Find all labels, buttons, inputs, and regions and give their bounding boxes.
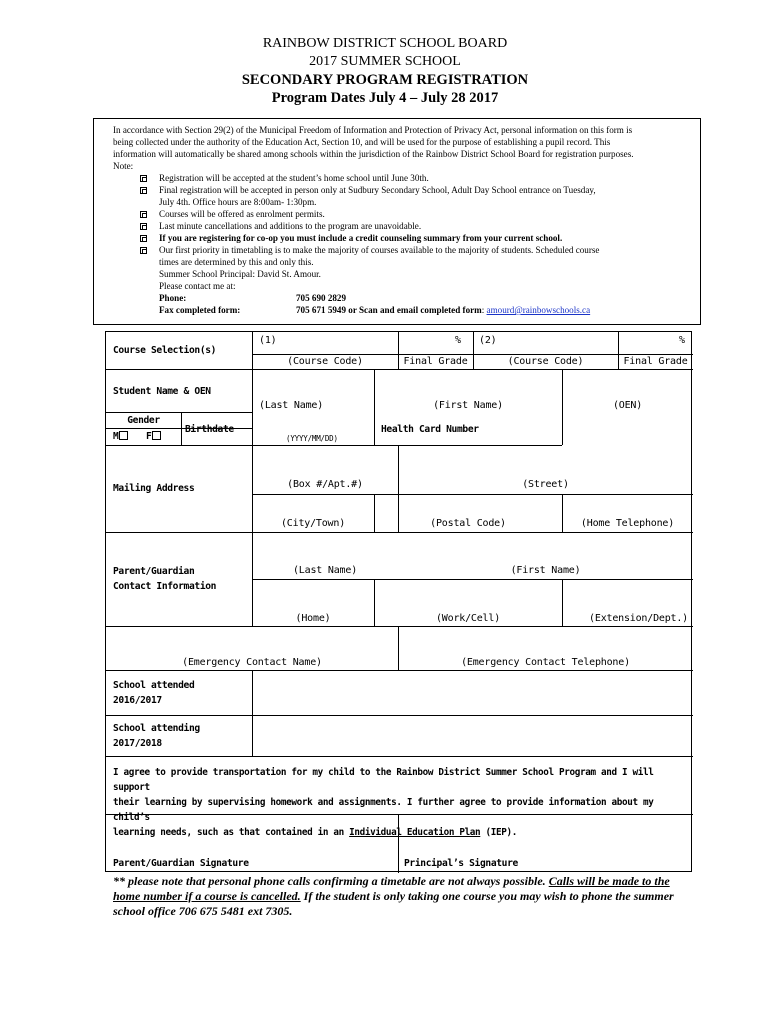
female-checkbox-icon[interactable] [152, 431, 161, 440]
home-telephone-label: (Home Telephone) [580, 518, 675, 529]
course-2-label: (2) [479, 335, 497, 346]
notice-bullet: Final registration will be accepted in person only at Sudbury Secondary School, Adult Day School entrance on Tuesday, [159, 185, 596, 195]
male-checkbox-icon[interactable] [119, 431, 128, 440]
final-grade-label: Final Grade [403, 356, 468, 367]
principal-name: Summer School Principal: David St. Amour. [159, 269, 321, 279]
student-name-label: Student Name & OEN [113, 386, 211, 397]
fax-line: 705 671 5949 or Scan and email completed form: amourd@rainbowschools.ca [296, 305, 591, 315]
notice-bullet: Registration will be accepted at the student’s home school until June 30th. [159, 173, 429, 183]
school-attending-year: 2017/2018 [113, 738, 162, 749]
emergency-phone-label: (Emergency Contact Telephone) [461, 657, 630, 668]
bullet-box-icon [140, 211, 147, 218]
final-grade-label: Final Grade [623, 356, 688, 367]
oen-label: (OEN) [612, 400, 643, 411]
bullet-box-icon [140, 187, 147, 194]
agreement-line: their learning by supervising homework and assignments. I further agree to provide information about my child’s [113, 797, 654, 823]
contact-line: Please contact me at: [159, 281, 236, 291]
board-name: RAINBOW DISTRICT SCHOOL BOARD [262, 36, 508, 51]
home-phone-label: (Home) [295, 613, 331, 624]
course-code-label: (Course Code) [287, 356, 363, 367]
program-dates: Program Dates July 4 – July 28 2017 [271, 90, 499, 106]
notice-bullet: Courses will be offered as enrolment permits. [159, 209, 325, 219]
footnote [113, 874, 688, 919]
form-title: SECONDARY PROGRAM REGISTRATION [241, 72, 529, 88]
postal-code-label: (Postal Code) [430, 518, 506, 529]
course-1-label: (1) [259, 335, 277, 346]
percent-sign: % [679, 335, 685, 346]
guardian-first-name-label: (First Name) [510, 565, 581, 576]
footnote-part: If the student is only taking one course you may wish to phone the summer school office 706 675 5481 ext 7305. [113, 889, 674, 918]
fax-value: 705 671 5949 or Scan and email completed form [296, 305, 482, 315]
notice-intro-line: information will automatically be shared among schools within the jurisdiction of the Rainbow District School Board for registration purposes. [113, 149, 634, 159]
notice-bullet: Last minute cancellations and additions to the program are unavoidable. [159, 221, 422, 231]
course-code-label: (Course Code) [507, 356, 584, 367]
extension-label: (Extension/Dept.) [589, 613, 688, 624]
school-attended-year: 2016/2017 [113, 695, 162, 706]
health-card-label: Health Card Number [381, 424, 479, 435]
guardian-last-name-label: (Last Name) [292, 565, 358, 576]
agreement-line: learning needs, such as that contained in an [113, 827, 350, 838]
guardian-label: Parent/Guardian [113, 566, 195, 577]
notice-bullet-cont: times are determined by this and only this. [159, 257, 314, 267]
fax-label: Fax completed form: [159, 305, 241, 315]
notice-bullet: Our first priority in timetabling is to make the majority of courses available to the majority of students. Scheduled course [159, 245, 600, 255]
gender-label: Gender [127, 415, 160, 426]
phone-label: Phone: [159, 293, 187, 303]
emergency-name-label: (Emergency Contact Name) [182, 657, 322, 668]
work-cell-label: (Work/Cell) [435, 613, 501, 624]
gender-female-label: F [146, 431, 152, 442]
iep-term: Individual Education Plan [349, 827, 481, 838]
note-label: Note: [113, 161, 134, 171]
last-name-label: (Last Name) [259, 400, 324, 411]
registration-form [105, 331, 692, 872]
guardian-signature-label: Parent/Guardian Signature [113, 858, 249, 869]
city-town-label: (City/Town) [280, 518, 346, 529]
school-attending-label: School attending [113, 723, 200, 734]
percent-sign: % [455, 335, 461, 346]
agreement-text [113, 765, 689, 840]
notice-intro-line: In accordance with Section 29(2) of the Municipal Freedom of Information and Protection of Privacy Act, personal information on this form is [113, 125, 633, 135]
mailing-address-label: Mailing Address [113, 483, 195, 494]
principal-signature-label: Principal’s Signature [404, 858, 518, 869]
privacy-notice [93, 118, 701, 325]
box-apt-label: (Box #/Apt.#) [287, 479, 363, 490]
phone-number: 705 690 2829 [296, 293, 347, 303]
bullet-box-icon [140, 223, 147, 230]
school-attended-label: School attended [113, 680, 195, 691]
gender-male-option[interactable] [113, 431, 128, 442]
gender-male-label: M [113, 431, 119, 442]
footnote-underlined: Calls will be made to the home number if a course is cancelled. [113, 874, 670, 903]
guardian-label-line2: Contact Information [113, 581, 217, 592]
gender-female-option[interactable] [146, 431, 161, 442]
bullet-box-icon [140, 235, 147, 242]
bullet-box-icon [140, 175, 147, 182]
school-name: 2017 SUMMER SCHOOL [309, 54, 461, 69]
birthdate-label: Birthdate [185, 424, 234, 435]
agreement-line: I agree to provide transportation for my child to the Rainbow District Summer School Program and I will support [113, 767, 654, 793]
first-name-label: (First Name) [433, 400, 503, 411]
email-link[interactable]: amourd@rainbowschools.ca [486, 305, 591, 315]
notice-intro-line: being collected under the authority of the Education Act, Section 10, and will be used for the purpose of establishing a pupil record. This [113, 137, 611, 147]
agreement-line-end: (IEP). [480, 827, 518, 838]
notice-bullet-coop: If you are registering for co-op you must include a credit counseling summary from your current school. [159, 233, 563, 243]
bullet-box-icon [140, 247, 147, 254]
course-selection-label: Course Selection(s) [113, 345, 217, 356]
notice-bullet-cont: July 4th. Office hours are 8:00am- 1:30pm. [159, 197, 317, 207]
footnote-part: ** please note that personal phone calls confirming a timetable are not always possible. [113, 874, 549, 888]
date-format-hint: (YYYY/MM/DD) [286, 434, 338, 443]
street-label: (Street) [522, 479, 569, 490]
